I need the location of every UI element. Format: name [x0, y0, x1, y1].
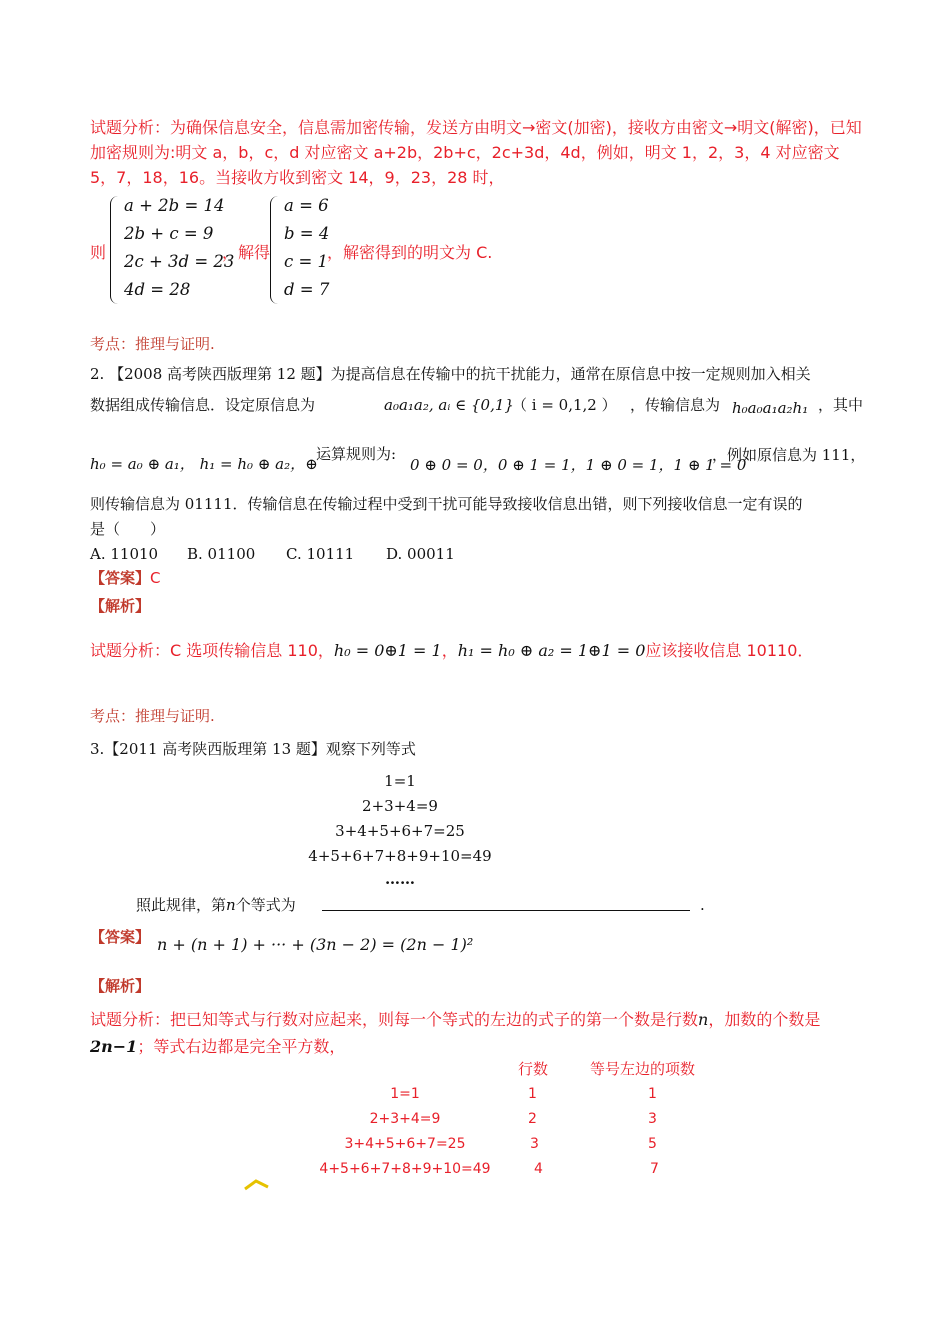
q2-line2-math2: h₀a₀a₁a₂h₁: [732, 399, 809, 417]
q2-line5: 是（ ）: [90, 520, 166, 538]
q3-title: 3.【2011 高考陕西版理第 13 题】观察下列等式: [90, 740, 416, 758]
analysis-3-line2: [90, 1034, 345, 1057]
analysis-2-text-a: 试题分析：C 选项传输信息 110，: [90, 641, 334, 660]
jiexi-label-3: 【解析】: [90, 977, 151, 995]
answer-value: C: [150, 569, 161, 587]
system-row: d = 7: [284, 280, 330, 299]
table-cell-terms: 3: [648, 1111, 657, 1127]
analysis-2-text-b: ，: [441, 641, 458, 660]
analysis-3-text-b: ，加数的个数是: [708, 1010, 821, 1029]
answer-formula-3: n + (n + 1) + ··· + (3n − 2) = (2n − 1)²: [157, 935, 474, 954]
analysis-3-text-d: ；等式右边都是完全平方数，: [137, 1037, 346, 1056]
system-row: 2c + 3d = 23: [124, 252, 235, 271]
q3-prompt-text: 照此规律，第: [136, 896, 227, 914]
q2-line2-math1: a₀a₁a₂, aᵢ ∈ {0,1}: [384, 396, 514, 414]
q2-line2a: 数据组成传输信息．设定原信息为: [90, 396, 316, 414]
system-row: a = 6: [284, 196, 329, 215]
eq-line: 2+3+4=9: [362, 797, 438, 815]
table-cell-row: 1: [528, 1086, 537, 1102]
conclusion-text: ，解密得到的明文为 C.: [327, 243, 493, 262]
table-cell-row: 4: [534, 1161, 543, 1177]
system-row: 4d = 28: [124, 280, 191, 299]
scan-artifact: [244, 1176, 270, 1188]
table-cell-row: 2: [528, 1111, 537, 1127]
q2-line2-paren: （ i = 0,1,2 ）: [512, 396, 617, 414]
table-cell-eq: 4+5+6+7+8+9+10=49: [319, 1161, 491, 1177]
table-header-rows: 行数: [518, 1060, 549, 1078]
option-b: B. 01100: [187, 545, 256, 563]
kaodian-1: 考点：推理与证明.: [90, 335, 215, 353]
kaodian-2: 考点：推理与证明.: [90, 707, 215, 725]
q2-line2c: ，其中: [818, 396, 864, 414]
answer-blank[interactable]: [322, 910, 690, 911]
system-row: b = 4: [284, 224, 330, 243]
answer-label-3: 【答案】: [90, 928, 151, 946]
analysis-2-math2: h₁ = h₀ ⊕ a₂ = 1⊕1 = 0: [457, 641, 646, 660]
q2-line3-tail: ，例如原信息为 111，: [712, 446, 866, 464]
q2-line4: 则传输信息为 01111．传输信息在传输过程中受到干扰可能导致接收信息出错，则下列接收信息一定有误的: [90, 495, 803, 513]
option-c: C. 10111: [286, 545, 355, 563]
system-row: a + 2b = 14: [124, 196, 225, 215]
table-cell-row: 3: [530, 1136, 539, 1152]
q2-line3-math1: h₀ = a₀ ⊕ a₁， h₁ = h₀ ⊕ a₂，⊕: [90, 455, 318, 473]
table-header-terms: 等号左边的项数: [590, 1060, 696, 1078]
analysis-3-n: n: [698, 1010, 709, 1029]
answer-label: 【答案】: [90, 569, 151, 587]
then-label: 则: [90, 243, 107, 262]
analysis-3-2n-1: 2n−1: [90, 1037, 138, 1056]
table-cell-eq: 2+3+4=9: [369, 1111, 441, 1127]
q3-prompt-tail: 个等式为: [235, 896, 296, 914]
table-cell-terms: 7: [650, 1161, 659, 1177]
q2-line3-math2: 0 ⊕ 0 = 0，0 ⊕ 1 = 1，1 ⊕ 0 = 1，1 ⊕ 1 = 0: [410, 456, 747, 474]
q2-line2b: ，传输信息为: [630, 396, 721, 414]
q2-line1: 2. 【2008 高考陕西版理第 12 题】为提高信息在传输中的抗干扰能力，通常在原信息中按一定规则加入相关: [90, 365, 811, 383]
q3-prompt-n: n: [226, 896, 236, 914]
analysis-paragraph-1: 试题分析：为确保信息安全，信息需加密传输，发送方由明文→密文(加密)，接收方由密文→明文(解密)，已知加密规则为:明文 a，b，c，d 对应密文 a+2b，2b+c，2c+3d，4d，例如，明文 1，2，3，4 对应密文 5，7，18，16。当接收方收到密文 14，9，23，28 时，: [90, 118, 862, 187]
q2-line3-rule: 运算规则为:: [316, 445, 397, 463]
table-cell-terms: 1: [648, 1086, 657, 1102]
table-cell-terms: 5: [648, 1136, 657, 1152]
table-cell-eq: 1=1: [390, 1086, 420, 1102]
analysis-3-line1: [90, 1007, 820, 1030]
system-row: 2b + c = 9: [124, 224, 214, 243]
eq-line: 4+5+6+7+8+9+10=49: [308, 847, 492, 865]
analysis-2-math1: h₀ = 0⊕1 = 1: [333, 641, 442, 660]
q3-prompt: [136, 893, 296, 918]
system-row: c = 1: [284, 252, 329, 271]
analysis-3-text-a: 试题分析：把已知等式与行数对应起来，则每一个等式的左边的式子的第一个数是行数: [90, 1010, 699, 1029]
eq-line: 1=1: [384, 772, 416, 790]
solve-label: ，解得: [222, 243, 271, 262]
eq-line: 3+4+5+6+7=25: [335, 822, 465, 840]
option-a: A. 11010: [90, 545, 159, 563]
answer-row-2: [90, 567, 161, 588]
table-cell-eq: 3+4+5+6+7=25: [344, 1136, 466, 1152]
option-d: D. 00011: [386, 545, 455, 563]
analysis-2: [90, 638, 813, 661]
jiexi-label-2: 【解析】: [90, 597, 151, 615]
eq-ellipsis: ……: [385, 870, 415, 888]
q3-period: .: [700, 896, 705, 914]
analysis-2-text-c: 应该接收信息 10110．: [645, 641, 814, 660]
